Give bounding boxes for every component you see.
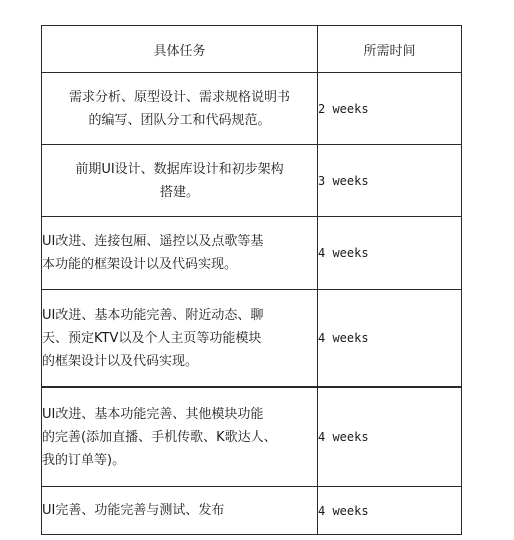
time-cell: 4 weeks	[318, 487, 462, 535]
table-row	[42, 387, 462, 487]
header-task: 具体任务	[42, 26, 318, 73]
task-cell	[42, 73, 318, 145]
time-cell: 2 weeks	[318, 73, 462, 145]
task-line: UI完善、功能完善与测试、发布	[42, 503, 225, 518]
table-row	[42, 145, 462, 217]
task-line: UI改进、基本功能完善、附近动态、聊	[42, 307, 264, 323]
task-line: 天、预定KTV以及个人主页等功能模块	[42, 330, 262, 346]
schedule-table	[41, 25, 462, 535]
task-cell	[42, 487, 318, 535]
task-line: 需求分析、原型设计、需求规格说明书	[68, 89, 290, 105]
table-row	[42, 290, 462, 388]
task-line: UI改进、连接包厢、遥控以及点歌等基	[42, 234, 264, 249]
task-line: UI改进、基本功能完善、其他模块功能	[42, 406, 264, 422]
header-time: 所需时间	[318, 26, 462, 73]
task-line: 前期UI设计、数据库设计和初步架构	[75, 161, 284, 177]
task-cell	[42, 145, 318, 217]
table-row	[42, 217, 462, 290]
task-line: 的编写、团队分工和代码规范。	[88, 112, 271, 128]
task-cell	[42, 290, 318, 388]
time-cell: 4 weeks	[318, 217, 462, 290]
task-line: 的完善(添加直播、手机传歌、K歌达人、	[42, 429, 277, 445]
table-row	[42, 73, 462, 145]
task-cell	[42, 387, 318, 487]
task-cell	[42, 217, 318, 290]
header-row	[42, 26, 462, 73]
task-line: 的框架设计以及代码实现。	[42, 353, 199, 369]
task-line: 我的订单等)。	[42, 452, 126, 468]
time-cell: 4 weeks	[318, 387, 462, 487]
task-line: 搭建。	[159, 184, 199, 200]
table-row	[42, 487, 462, 535]
task-line: 本功能的框架设计以及代码实现。	[42, 257, 238, 272]
time-cell: 3 weeks	[318, 145, 462, 217]
time-cell: 4 weeks	[318, 290, 462, 388]
